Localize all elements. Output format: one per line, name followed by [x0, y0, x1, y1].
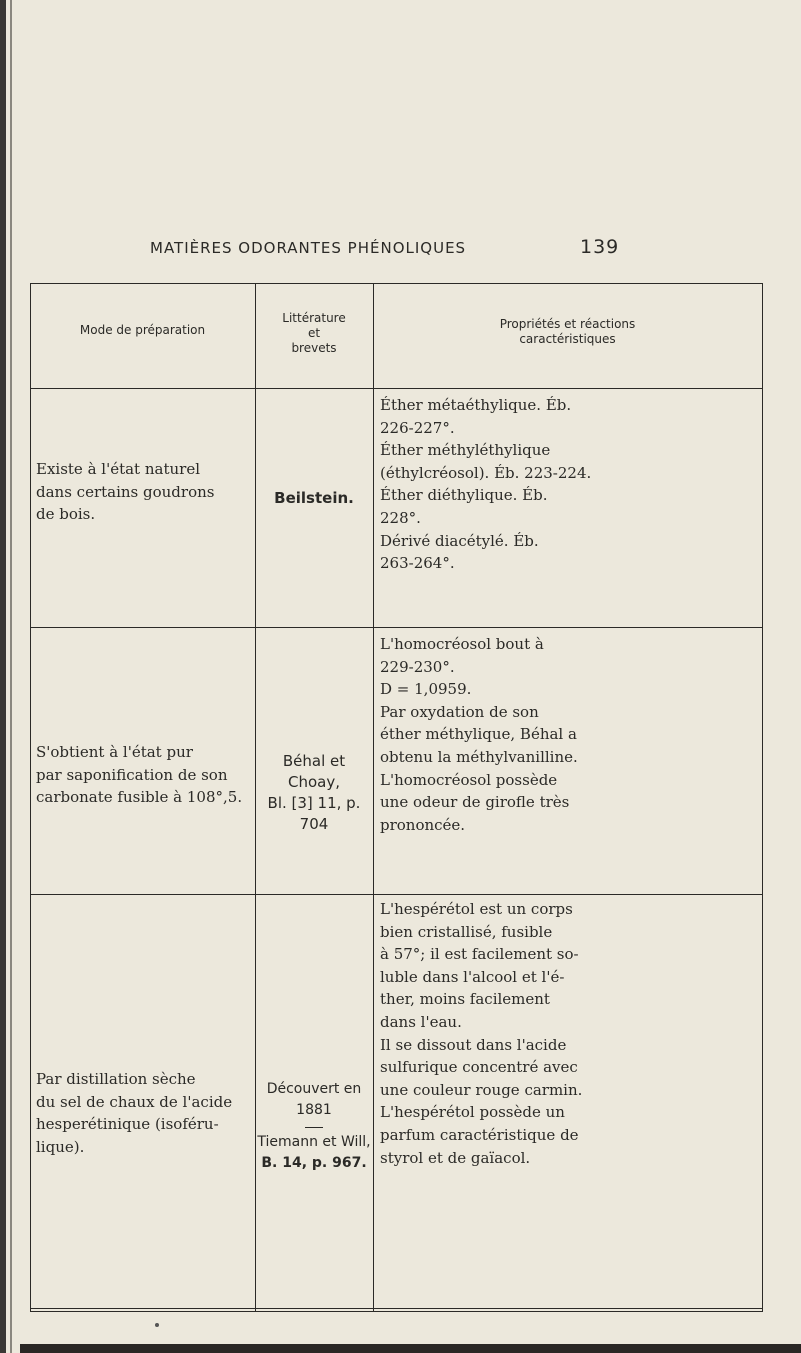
- row1-properties-line: Dérivé diacétylé. Éb.: [380, 531, 539, 550]
- page-number: 139: [580, 236, 620, 258]
- row1-literature: [255, 488, 373, 509]
- row1-literature-line: Beilstein.: [274, 489, 354, 507]
- row2-properties-line: L'homocréosol possède: [380, 770, 558, 789]
- row1-properties: [380, 394, 758, 575]
- row3-mode-line: Par distillation sèche: [36, 1070, 196, 1088]
- col-header-mode: [30, 323, 255, 338]
- ink-speck: [155, 1323, 159, 1327]
- row3-properties-line: ther, moins facilement: [380, 990, 550, 1009]
- row2-mode: [36, 741, 251, 809]
- row2-properties-line: obtenu la méthylvanilline.: [380, 747, 578, 766]
- row2-properties: [380, 633, 758, 836]
- row3-mode-line: lique).: [36, 1137, 85, 1156]
- page-spine-edge: [10, 0, 12, 1353]
- row3-properties-line: L'hespérétol est un corps: [380, 900, 573, 918]
- row3-properties-line: bien cristallisé, fusible: [380, 922, 553, 941]
- row3-literature-line: Découvert en 1881: [266, 1081, 362, 1118]
- row1-properties-line: Éther diéthylique. Éb.: [380, 486, 548, 505]
- row3-properties-line: L'hespérétol possède un: [380, 1103, 565, 1122]
- row2-literature-line: Béhal et Choay,: [282, 752, 346, 791]
- row1-properties-line: 263-264°.: [380, 554, 455, 573]
- row2-mode-line: S'obtient à l'état pur: [36, 743, 193, 761]
- row1-properties-line: 228°.: [380, 508, 421, 527]
- row3-properties: [380, 898, 758, 1169]
- row3-literature-line: B. 14, p. 967.: [261, 1155, 367, 1171]
- row3-mode: [36, 1068, 251, 1158]
- row2-mode-line: par saponification de son: [36, 765, 228, 784]
- running-title: MATIÈRES ODORANTES PHÉNOLIQUES: [150, 239, 467, 257]
- row1-properties-line: 226-227°.: [380, 418, 455, 437]
- row1-mode-line: Existe à l'état naturel: [36, 460, 200, 478]
- row2-properties-line: une odeur de girofle très: [380, 793, 570, 812]
- col-header-literature-line: brevets: [291, 341, 337, 355]
- row3-properties-line: à 57°; il est facilement so-: [380, 945, 579, 964]
- row2-properties-line: prononcée.: [380, 815, 466, 834]
- row3-properties-line: parfum caractéristique de: [380, 1125, 579, 1144]
- row2-mode-line: carbonate fusible à 108°,5.: [36, 788, 243, 807]
- row3-mode-line: du sel de chaux de l'acide: [36, 1092, 233, 1111]
- col-header-properties: [373, 317, 762, 347]
- row1-properties-line: (éthylcréosol). Éb. 223-224.: [380, 463, 592, 482]
- col-header-properties-line: caractéristiques: [519, 332, 616, 346]
- page-bottom-edge: [20, 1344, 801, 1353]
- row3-properties-line: dans l'eau.: [380, 1012, 462, 1031]
- row3-properties-line: sulfurique concentré avec: [380, 1058, 578, 1077]
- row3-mode-line: hesperétinique (isoféru-: [36, 1115, 219, 1134]
- row3-literature-dash: [305, 1127, 323, 1128]
- col-header-mode-line: Mode de préparation: [79, 323, 206, 337]
- row3-literature: [255, 1079, 373, 1174]
- row2-literature-line: Bl. [3] 11, p. 704: [267, 794, 361, 833]
- row3-properties-line: une couleur rouge carmin.: [380, 1080, 583, 1099]
- row1-mode: [36, 458, 251, 526]
- properties-table: [30, 283, 763, 1313]
- row3-properties-line: Il se dissout dans l'acide: [380, 1035, 567, 1054]
- row3-properties-line: luble dans l'alcool et l'é-: [380, 967, 565, 986]
- col-header-properties-line: Propriétés et réactions: [499, 317, 636, 331]
- row1-properties-line: Éther métaéthylique. Éb.: [380, 396, 572, 414]
- row3-properties-line: styrol et de gaïacol.: [380, 1148, 531, 1167]
- row3-literature-line: Tiemann et Will,: [257, 1134, 371, 1150]
- row2-literature: [255, 751, 373, 835]
- row2-properties-line: L'homocréosol bout à: [380, 635, 544, 653]
- page-spine-shadow: [0, 0, 6, 1353]
- col-header-literature: [255, 311, 373, 356]
- row2-properties-line: Par oxydation de son: [380, 702, 539, 721]
- col-header-literature-line: et: [307, 326, 321, 340]
- row1-mode-line: dans certains goudrons: [36, 482, 215, 501]
- col-header-literature-line: Littérature: [282, 311, 346, 325]
- row1-properties-line: Éther méthyléthylique: [380, 441, 551, 460]
- row2-properties-line: D = 1,0959.: [380, 680, 472, 699]
- row2-properties-line: 229-230°.: [380, 657, 455, 676]
- row2-properties-line: éther méthylique, Béhal a: [380, 725, 577, 744]
- row1-mode-line: de bois.: [36, 505, 96, 524]
